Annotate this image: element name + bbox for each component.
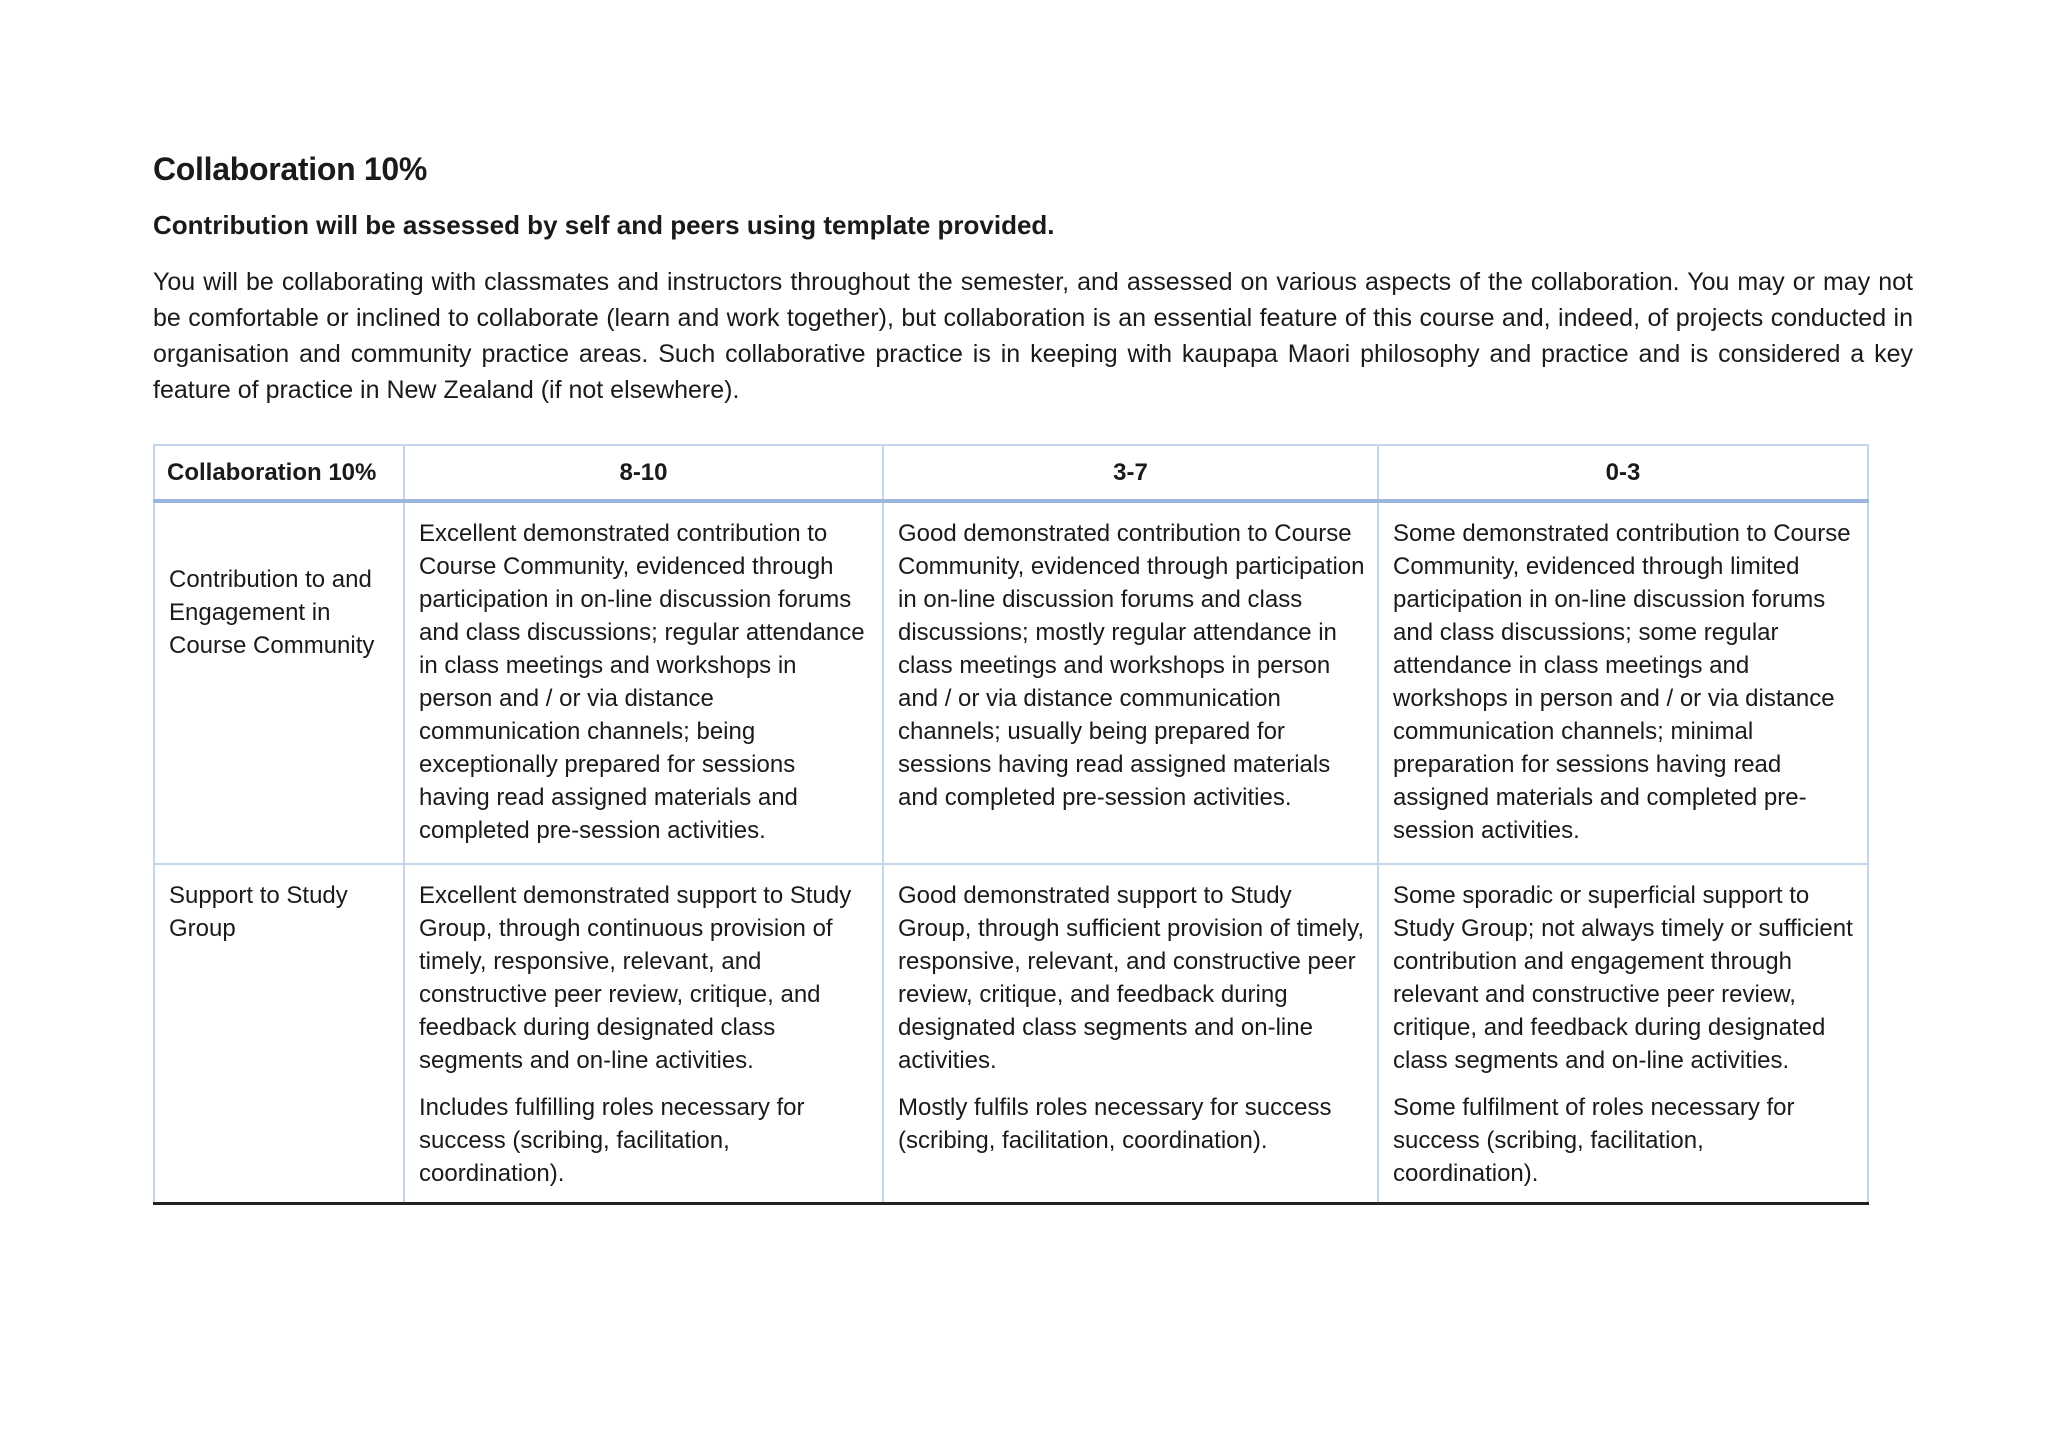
criterion-cell: Support to Study Group [154, 864, 404, 1204]
intro-paragraph: You will be collaborating with classmates and instructors throughout the semester, and assessed on various aspects of the collaboration. You may or may not be comfortable or inclined to collaborate (learn and work together), but collaboration is an essential feature of this course and, indeed, of projects conducted in organisation and community practice areas. Such collaborative practice is in keeping with kaupapa Maori philosophy and practice and is considered a key feature of practice in New Zealand (if not elsewhere). [153, 267, 1913, 404]
descriptor-text: Some demonstrated contribution to Course Community, evidenced through limited participation in on-line discussion forums and class discussions; some regular attendance in class meetings and workshops in person and / or via distance communication channels; minimal preparation for sessions having read assigned materials and completed pre-session activities. [1393, 519, 1851, 844]
page-title: Collaboration 10% [153, 151, 428, 187]
header-score-high: 8-10 [404, 445, 883, 501]
table-header-row [154, 445, 1868, 501]
document-page [153, 150, 1915, 1205]
header-score-mid: 3-7 [883, 445, 1378, 501]
descriptor-cell [1378, 864, 1868, 1204]
table-row [154, 501, 1868, 864]
header-score-low: 0-3 [1378, 445, 1868, 501]
header-criterion: Collaboration 10% [154, 445, 404, 501]
descriptor-text: Excellent demonstrated support to Study Group, through continuous provision of timely, responsive, relevant, and constructive peer review, critique, and feedback during designated class segments and on-line activities. [419, 881, 852, 1074]
table-row [154, 864, 1868, 1204]
descriptor-roles-text: Mostly fulfils roles necessary for success (scribing, facilitation, coordination). [898, 1093, 1332, 1154]
descriptor-roles-text: Includes fulfilling roles necessary for success (scribing, facilitation, coordination). [419, 1093, 805, 1187]
descriptor-cell [404, 501, 883, 864]
descriptor-text: Excellent demonstrated contribution to Course Community, evidenced through participation in on-line discussion forums and class discussions; regular attendance in class meetings and workshops in person and / or via distance communication channels; being exceptionally prepared for sessions having read assigned materials and completed pre-session activities. [419, 519, 865, 844]
page-subtitle: Contribution will be assessed by self and peers using template provided. [153, 210, 1055, 241]
descriptor-text: Good demonstrated contribution to Course Community, evidenced through participation in on-line discussion forums and class discussions; mostly regular attendance in class meetings and workshops in person and / or via distance communication channels; usually being prepared for sessions having read assigned materials and completed pre-session activities. [898, 519, 1365, 811]
descriptor-cell [1378, 501, 1868, 864]
descriptor-roles-text: Some fulfilment of roles necessary for success (scribing, facilitation, coordination). [1393, 1093, 1795, 1187]
descriptor-text: Good demonstrated support to Study Group, through sufficient provision of timely, responsive, relevant, and constructive peer review, critique, and feedback during designated class segments and on-line activities. [898, 881, 1365, 1074]
descriptor-cell [404, 864, 883, 1204]
descriptor-cell [883, 864, 1378, 1204]
descriptor-cell [883, 501, 1378, 864]
criterion-cell: Contribution to and Engagement in Course Community [154, 501, 404, 864]
rubric-table [153, 444, 1869, 1205]
descriptor-text: Some sporadic or superficial support to Study Group; not always timely or sufficient contribution and engagement through relevant and constructive peer review, critique, and feedback during designated class segments and on-line activities. [1393, 881, 1853, 1074]
